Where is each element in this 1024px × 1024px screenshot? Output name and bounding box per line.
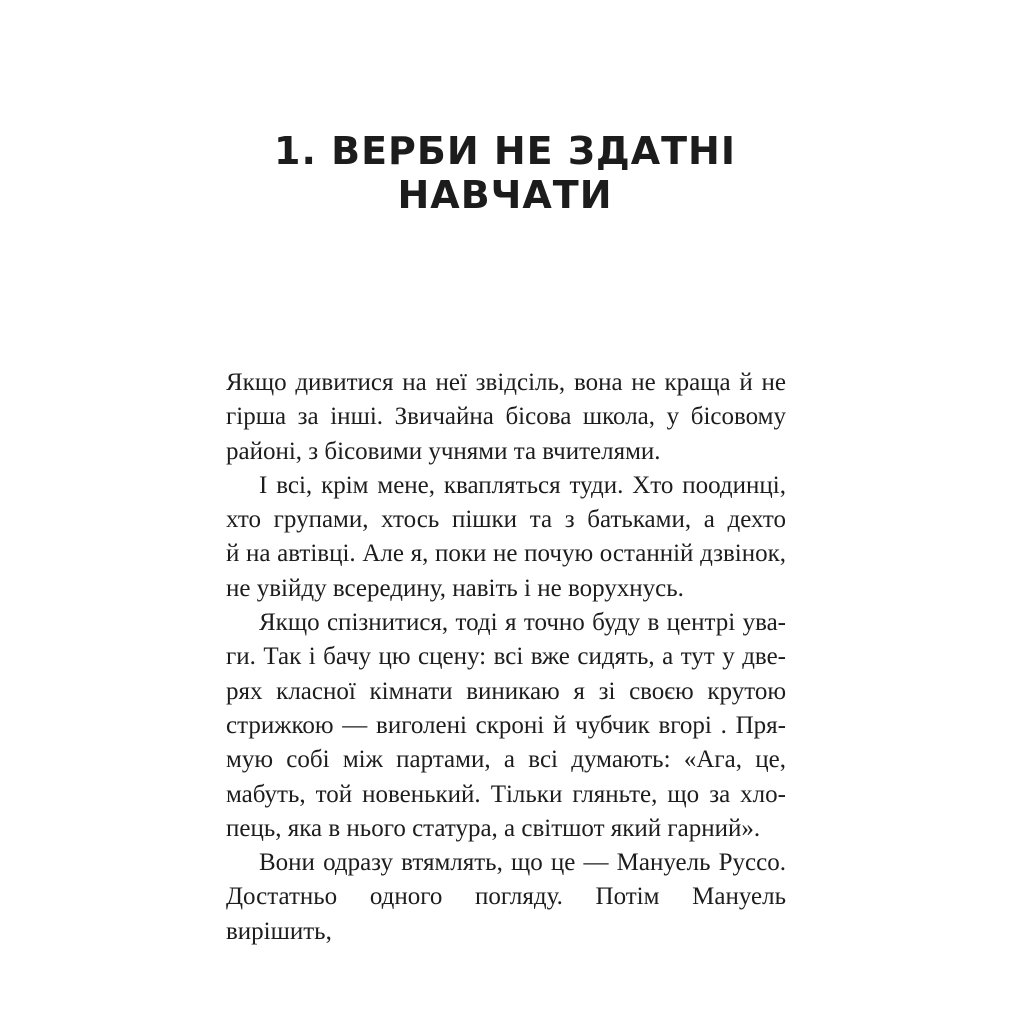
text-line: пець, яка в нього статура, а світшот який гарний». <box>226 814 761 842</box>
text-line: І всі, крім мене, квапляться туди. Хто поодинці, <box>259 471 786 499</box>
paragraph-1 <box>226 366 786 469</box>
text-line: гірша за інші. Звичайна бісова школа, у бісовому <box>226 403 786 431</box>
text-line: Вони одразу втямлять, що це — Мануель Руссо. <box>259 849 786 877</box>
paragraph-2 <box>226 469 786 606</box>
chapter-title <box>225 129 785 217</box>
body-text <box>226 366 786 949</box>
text-line: мую собі між партами, а всі думають: «Ага, це, <box>226 746 786 774</box>
text-line: ги. Так і бачу цю сцену: всі вже сидять, а тут у две- <box>226 643 786 671</box>
text-line: мабуть, той новенький. Тільки гляньте, що за хло- <box>226 780 786 808</box>
text-line: районі, з бісовими учнями та вчителями. <box>226 437 661 465</box>
text-line: Якщо дивитися на неї звідсіль, вона не краща й не <box>226 369 786 396</box>
text-line: хто групами, хтось пішки та з батьками, а дехто <box>226 506 786 534</box>
text-line: рях класної кімнати виникаю я зі своєю крутою <box>226 677 786 705</box>
text-line: й на автівці. Але я, поки не почую останній дзвінок, <box>226 540 786 568</box>
text-line: стрижкою — виголені скроні й чубчик вгорі . Пря- <box>226 711 786 739</box>
text-line: Достатньо одного погляду. Потім Мануель вирішить, <box>226 883 786 945</box>
chapter-title-line-1: 1. ВЕРБИ НЕ ЗДАТНІ <box>274 129 736 173</box>
paragraph-4 <box>226 846 786 949</box>
chapter-title-line-2: НАВЧАТИ <box>397 173 613 217</box>
paragraph-3 <box>226 606 786 846</box>
text-line: не увійду всередину, навіть і не ворухнусь. <box>226 574 684 602</box>
text-line: Якщо спізнитися, тоді я точно буду в центрі ува- <box>259 609 786 637</box>
